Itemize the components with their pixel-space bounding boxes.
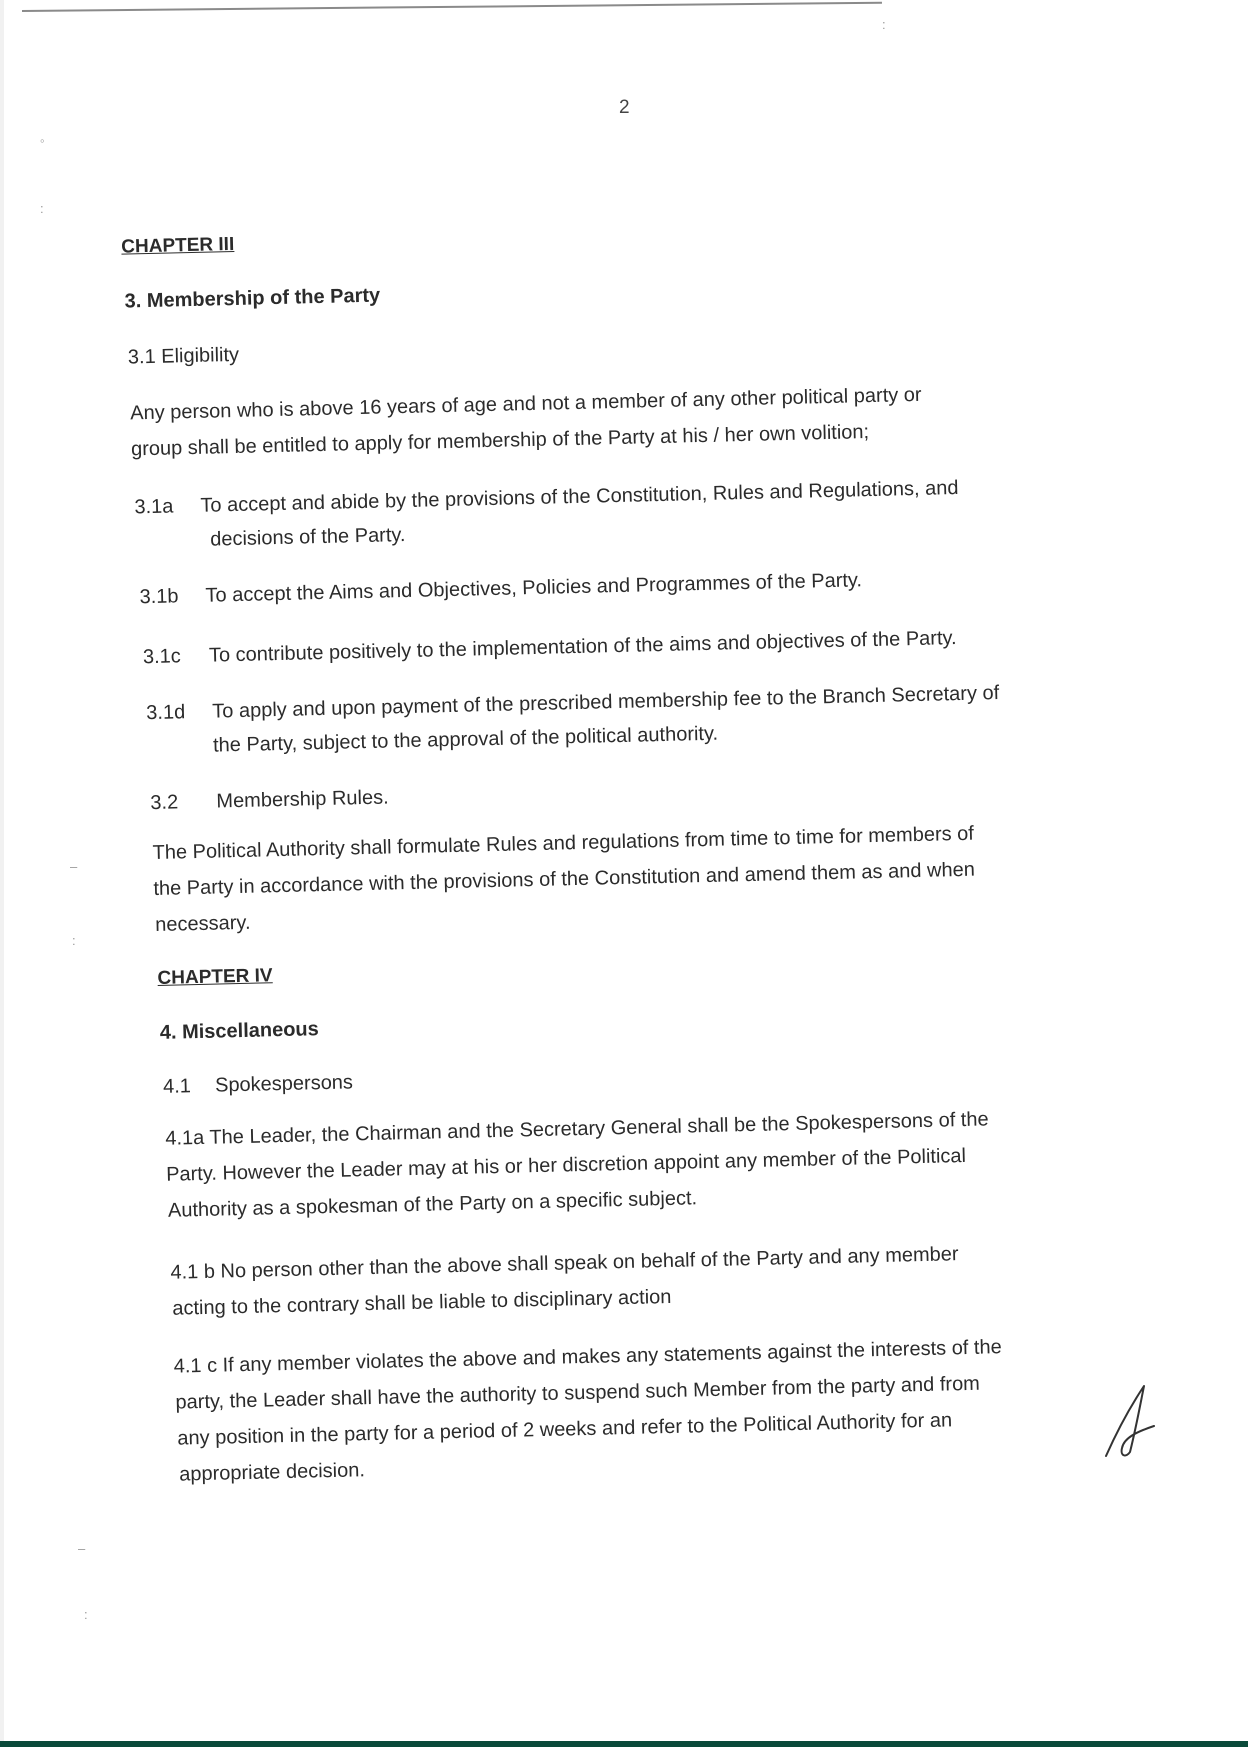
chapter-3-title: CHAPTER III xyxy=(121,233,235,258)
chapter-4-heading: 4. Miscellaneous xyxy=(159,1018,320,1044)
item-text-continued: the Party, subject to the approval of the political authority. xyxy=(212,722,719,757)
section-number: 4.1 xyxy=(162,1075,192,1098)
scan-speck: ◦ xyxy=(40,133,45,148)
item-number: 3.1b xyxy=(139,585,179,609)
list-item xyxy=(134,470,959,525)
paragraph-line: 4.1a The Leader, the Chairman and the Secretary General shall be the Spokespersons of the xyxy=(165,1108,989,1150)
paragraph-line: any position in the party for a period of 2 weeks and refer to the Political Authority for an xyxy=(177,1409,953,1450)
section-number: 3.2 xyxy=(150,791,179,815)
paragraph-line: acting to the contrary shall be liable to disciplinary action xyxy=(172,1285,672,1320)
item-text: To accept the Aims and Objectives, Policies and Programmes of the Party. xyxy=(205,569,863,607)
scan-speck: – xyxy=(78,1541,86,1556)
membership-rules-title xyxy=(150,779,389,821)
paragraph-line: party, the Leader shall have the authority to suspend such Member from the party and from xyxy=(175,1372,981,1414)
paragraph-line: 4.1 b No person other than the above shall speak on behalf of the Party and any member xyxy=(170,1243,959,1284)
item-text: To apply and upon payment of the prescribed membership fee to the Branch Secretary of xyxy=(212,682,1000,723)
eligibility-intro-line: group shall be entitled to apply for membership of the Party at his / her own volition; xyxy=(130,421,870,461)
section-title: Spokespersons xyxy=(214,1071,354,1097)
scan-speck: : xyxy=(84,1607,88,1622)
page-number: 2 xyxy=(619,97,630,118)
spokespersons-title xyxy=(163,1064,354,1104)
scan-speck: : xyxy=(40,201,44,216)
initials-signature xyxy=(1100,1380,1158,1462)
scan-speck: – xyxy=(70,859,78,874)
eligibility-intro-line: Any person who is above 16 years of age and not a member of any other political party or xyxy=(129,383,922,425)
membership-rules-line: The Political Authority shall formulate Rules and regulations from time to time for members of xyxy=(152,822,975,865)
section-title: Membership Rules. xyxy=(216,786,389,813)
scan-speck: : xyxy=(882,17,886,32)
eligibility-title: 3.1 Eligibility xyxy=(127,343,240,369)
paragraph-line: Authority as a spokesman of the Party on a specific subject. xyxy=(167,1187,698,1222)
paragraph-line: appropriate decision. xyxy=(178,1459,366,1486)
paragraph-line: Party. However the Leader may at his or her discretion appoint any member of the Political xyxy=(165,1144,967,1186)
item-number: 3.1c xyxy=(142,645,182,669)
item-text: To accept and abide by the provisions of the Constitution, Rules and Regulations, and xyxy=(200,476,959,517)
paragraph-line: 4.1 c If any member violates the above and makes any statements against the interests of the xyxy=(173,1336,1002,1378)
item-number: 3.1a xyxy=(134,495,174,519)
membership-rules-line: the Party in accordance with the provisions of the Constitution and amend them as and when xyxy=(153,858,976,901)
item-text-continued: decisions of the Party. xyxy=(209,523,406,551)
chapter-4-title: CHAPTER IV xyxy=(157,965,273,989)
list-item xyxy=(143,620,957,675)
chapter-3-heading: 3. Membership of the Party xyxy=(124,284,381,313)
item-number: 3.1d xyxy=(146,701,186,725)
scan-speck: : xyxy=(72,933,76,948)
membership-rules-line: necessary. xyxy=(155,911,251,936)
item-text: To contribute positively to the implementation of the aims and objectives of the Party. xyxy=(208,627,957,667)
list-item xyxy=(139,562,862,615)
